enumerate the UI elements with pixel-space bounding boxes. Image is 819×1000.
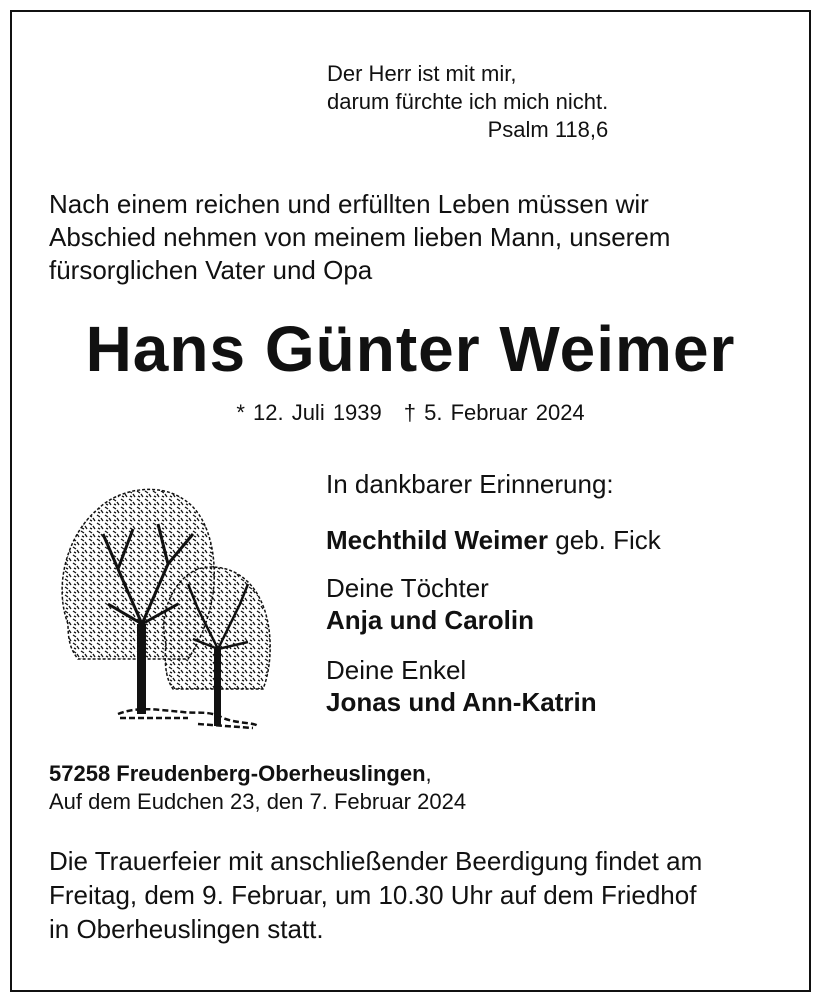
address-city-suffix: ,: [425, 761, 432, 786]
obituary-notice: [10, 10, 811, 992]
funeral-line-1: Die Trauerfeier mit anschließender Beerdigung findet am: [49, 846, 703, 876]
weeping-willow-trees-icon: [48, 474, 280, 732]
mourners-heading: In dankbarer Erinnerung:: [326, 469, 614, 499]
intro-line-1: Nach einem reichen und erfüllten Leben müssen wir: [49, 189, 649, 219]
grandchildren-label: Deine Enkel: [326, 655, 467, 685]
verse-line-1: Der Herr ist mit mir,: [327, 61, 517, 86]
life-dates: [12, 400, 809, 426]
daughters: [326, 572, 534, 636]
address-street-date: Auf dem Eudchen 23, den 7. Februar 2024: [49, 789, 467, 814]
death-date: † 5. Februar 2024: [403, 400, 585, 425]
intro-text: [49, 188, 670, 287]
spouse-maiden-name: geb. Fick: [555, 525, 661, 555]
bible-verse: [327, 60, 608, 144]
grandchildren-names: Jonas und Ann-Katrin: [326, 687, 597, 717]
funeral-line-2: Freitag, dem 9. Februar, um 10.30 Uhr auf dem Friedhof: [49, 880, 697, 910]
grandchildren: [326, 654, 597, 718]
address-block: [49, 760, 466, 816]
funeral-info: [49, 844, 702, 946]
address-city: 57258 Freudenberg-Oberheuslingen: [49, 761, 426, 786]
daughters-names: Anja und Carolin: [326, 605, 534, 635]
verse-reference: Psalm 118,6: [487, 117, 609, 142]
spouse: [326, 524, 661, 556]
deceased-name: Hans Günter Weimer: [85, 313, 736, 385]
daughters-label: Deine Töchter: [326, 573, 489, 603]
intro-line-2: Abschied nehmen von meinem lieben Mann, unserem: [49, 222, 671, 252]
birth-date: * 12. Juli 1939: [236, 400, 382, 425]
verse-line-2: darum fürchte ich mich nicht.: [327, 89, 609, 114]
spouse-name: Mechthild Weimer: [326, 525, 549, 555]
funeral-line-3: in Oberheuslingen statt.: [49, 914, 324, 944]
intro-line-3: fürsorglichen Vater und Opa: [49, 255, 373, 285]
